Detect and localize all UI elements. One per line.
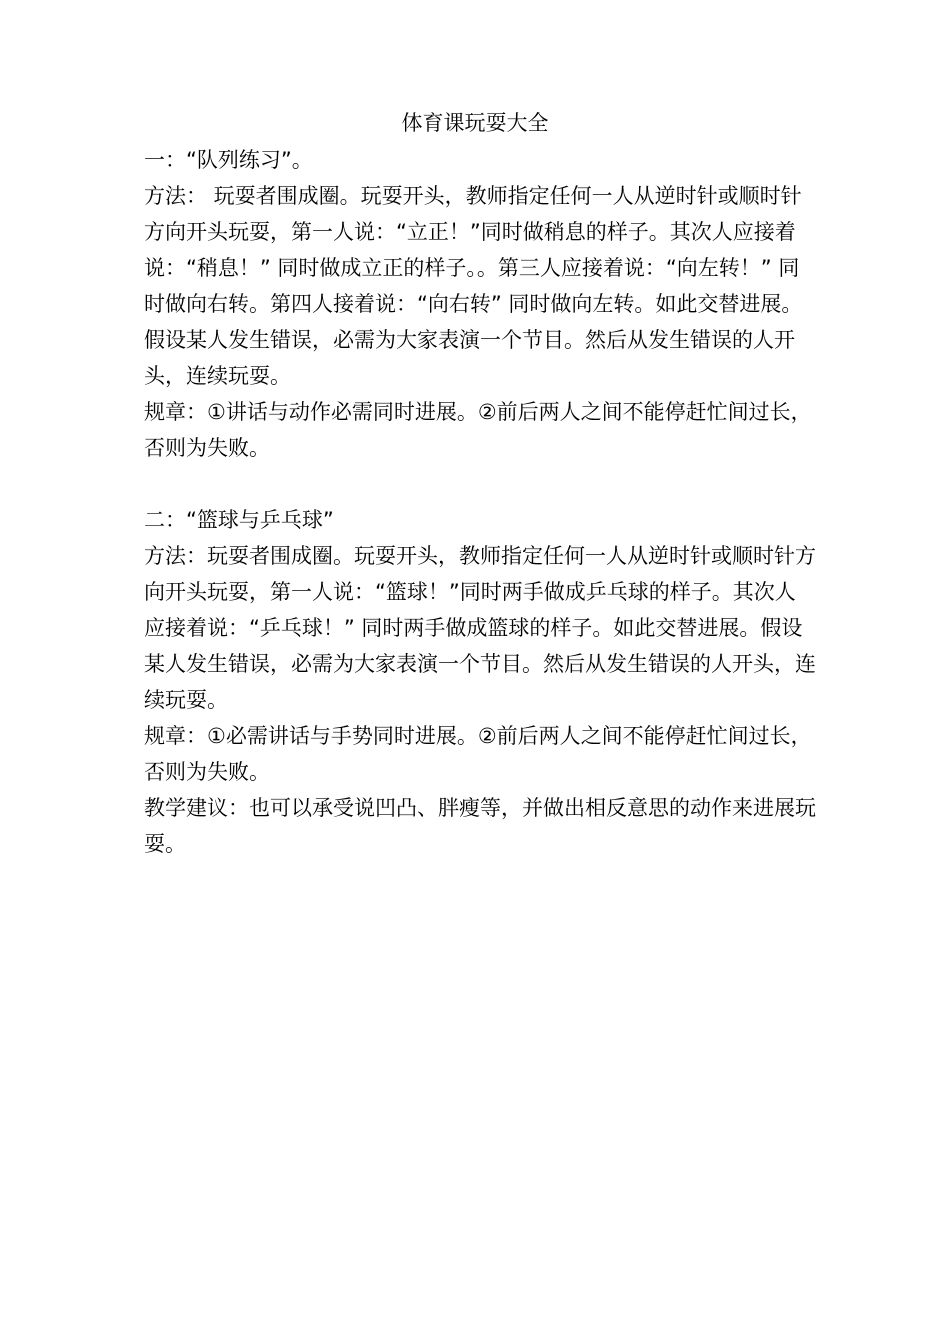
section-spacer xyxy=(144,466,816,502)
document-title: 体育课玩耍大全 xyxy=(401,111,549,135)
section-1-rules: 规章：①讲话与动作必需同时进展。②前后两人之间不能停赶忙间过长，否则为失败。 xyxy=(144,400,812,460)
document-body xyxy=(144,142,816,862)
section-2-suggestion: 教学建议：也可以承受说凹凸、胖瘦等，并做出相反意思的动作来进展玩耍。 xyxy=(144,796,816,856)
section-2-method: 方法：玩耍者围成圈。玩耍开头，教师指定任何一人从逆时针或顺时针方向开头玩耍，第一人说：“篮球！”同时两手做成乒乓球的样子。其次人应接着说：“乒乓球！” 同时两手做成篮球的样子。如此交替进展。假设某人发生错误，必需为大家表演一个节目。然后从发生错误的人开头，连续玩耍。 xyxy=(144,544,816,712)
section-2-rules: 规章：①必需讲话与手势同时进展。②前后两人之间不能停赶忙间过长，否则为失败。 xyxy=(144,724,812,784)
section-1-heading: 一：“队列练习”。 xyxy=(144,148,313,172)
section-1-method: 方法： 玩耍者围成圈。玩耍开头，教师指定任何一人从逆时针或顺时针方向开头玩耍，第一人说：“立正！”同时做稍息的样子。其次人应接着说：“稍息！” 同时做成立正的样子。。第三人应接着说：“向左转！” 同时做向右转。第四人接着说：“向右转” 同时做向左转。如此交替进展。假设某人发生错误，必需为大家表演一个节目。然后从发生错误的人开头，连续玩耍。 xyxy=(144,184,803,388)
section-2-heading: 二：“篮球与乒乓球” xyxy=(144,508,334,532)
